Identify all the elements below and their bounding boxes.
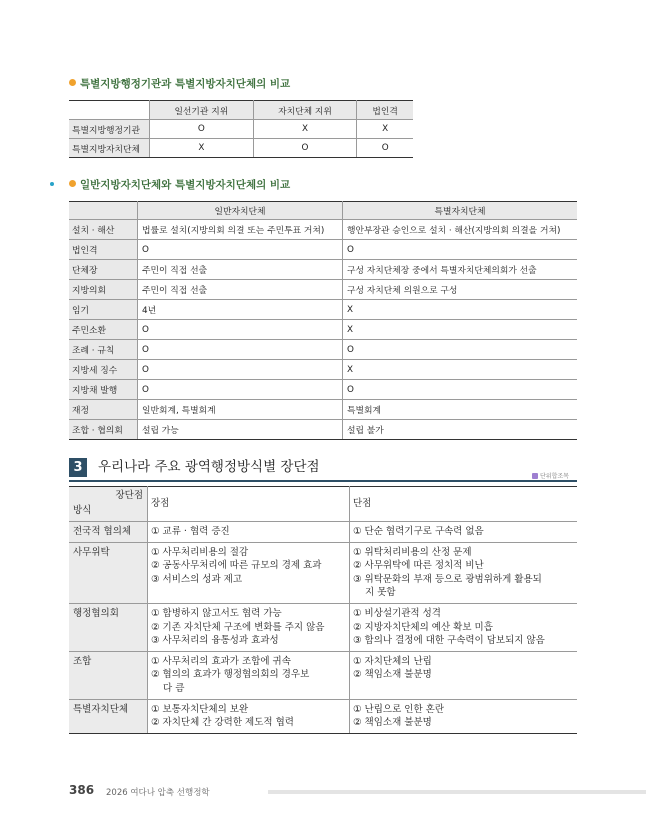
section-number: 3 xyxy=(69,458,87,477)
cons-line: ③ 합의나 결정에 대한 구속력이 담보되지 않음 xyxy=(353,635,545,647)
table-row xyxy=(69,139,413,158)
table-row xyxy=(69,120,413,139)
table-cell: O xyxy=(138,340,343,360)
table-cell: 일반회계, 특별회계 xyxy=(138,400,343,420)
cons-cell xyxy=(350,522,578,543)
row-header: 지방세 징수 xyxy=(69,360,138,380)
footer-title: 2026 여다나 압축 선행정학 xyxy=(106,788,210,798)
row-header: 주민소환 xyxy=(69,320,138,340)
table-cell: 구성 자치단체장 중에서 특별자치단체의회가 선출 xyxy=(343,260,578,280)
pros-line: ③ 사무처리의 융통성과 효과성 xyxy=(151,635,279,647)
row-header: 임기 xyxy=(69,300,138,320)
corner-cell xyxy=(69,101,150,120)
column-header: 법인격 xyxy=(357,101,413,120)
cons-cell xyxy=(350,699,578,733)
column-header-pros: 장점 xyxy=(148,487,350,522)
cons-line: 지 못함 xyxy=(365,587,396,599)
pros-line: ② 협의의 효과가 행정협의회의 경우보 xyxy=(151,669,310,681)
row-header: 지방채 발행 xyxy=(69,380,138,400)
table-row xyxy=(69,420,577,440)
section3-title: 우리나라 주요 광역행정방식별 장단점 xyxy=(98,459,320,475)
table-cell: X xyxy=(343,300,578,320)
table-cell: O xyxy=(138,360,343,380)
table-cell: X xyxy=(343,320,578,340)
column-header: 일선기관 지위 xyxy=(150,101,254,120)
section-badge: 단위합조목 xyxy=(532,471,569,480)
row-header: 조합 · 협의회 xyxy=(69,420,138,440)
row-header: 전국적 협의체 xyxy=(69,522,148,543)
table-cell: 특별회계 xyxy=(343,400,578,420)
table-row xyxy=(69,699,577,733)
table-cell: O xyxy=(253,139,357,158)
column-header-cons: 단점 xyxy=(350,487,578,522)
pros-line: 다 큼 xyxy=(163,682,185,694)
pros-line: ① 사무처리의 효과가 조합에 귀속 xyxy=(151,655,291,667)
pros-line: ① 사무처리비용의 절감 xyxy=(151,546,249,558)
table-row xyxy=(69,651,577,699)
table-cell: 4년 xyxy=(138,300,343,320)
table-row xyxy=(69,542,577,603)
table-row xyxy=(69,400,577,420)
row-header: 단체장 xyxy=(69,260,138,280)
table-row xyxy=(69,280,577,300)
margin-dot-icon xyxy=(50,182,54,186)
table-row xyxy=(69,360,577,380)
pros-cell xyxy=(148,603,350,651)
regional-administration-table xyxy=(69,486,577,734)
pros-line: ① 교류 · 협력 증진 xyxy=(151,526,230,537)
table-cell: O xyxy=(138,320,343,340)
table-row xyxy=(69,340,577,360)
table-row xyxy=(69,260,577,280)
bullet-icon xyxy=(69,180,76,187)
pros-cell xyxy=(148,542,350,603)
table-cell: 설립 가능 xyxy=(138,420,343,440)
cons-line: ① 비상설기관적 성격 xyxy=(353,607,441,619)
table-header-row xyxy=(69,487,577,522)
cons-line: ② 사무위탁에 따른 정치적 비난 xyxy=(353,560,484,572)
row-header: 법인격 xyxy=(69,240,138,260)
table-header-row xyxy=(69,202,577,220)
column-header: 일반자치단체 xyxy=(138,202,343,220)
pros-line: ① 합병하지 않고서도 협력 가능 xyxy=(151,607,282,619)
row-header: 지방의회 xyxy=(69,280,138,300)
pros-cell xyxy=(148,522,350,543)
section-rule xyxy=(69,480,577,482)
row-header: 조례 · 규칙 xyxy=(69,340,138,360)
table-row xyxy=(69,380,577,400)
pros-line: ② 자치단체 간 강력한 제도적 협력 xyxy=(151,717,294,729)
footer-rule xyxy=(268,790,646,794)
table-cell: 행안부장관 승인으로 설치 · 해산(지방의회 의결을 거쳐) xyxy=(343,220,578,240)
table-cell: X xyxy=(150,139,254,158)
table-row xyxy=(69,522,577,543)
pros-cell xyxy=(148,699,350,733)
table-cell: 주민이 직접 선출 xyxy=(138,260,343,280)
table-cell: X xyxy=(357,120,413,139)
table-cell: X xyxy=(343,360,578,380)
column-header: 자치단체 지위 xyxy=(253,101,357,120)
pros-line: ① 보통자치단체의 보완 xyxy=(151,703,249,715)
row-header: 설치 · 해산 xyxy=(69,220,138,240)
pros-line: ② 공동사무처리에 따른 규모의 경제 효과 xyxy=(151,560,322,572)
cons-line: ② 지방자치단체의 예산 확보 미흡 xyxy=(353,621,493,633)
diagonal-corner-cell xyxy=(69,487,148,522)
row-header: 조합 xyxy=(69,651,148,699)
cons-line: ② 책임소재 불분명 xyxy=(353,717,432,729)
table-header-row xyxy=(69,101,413,120)
page-number: 386 xyxy=(69,783,95,797)
cons-line: ② 책임소재 불분명 xyxy=(353,669,432,681)
table-cell: O xyxy=(343,340,578,360)
pros-line: ② 기존 자치단체 구조에 변화를 주지 않음 xyxy=(151,621,325,633)
bullet-icon xyxy=(69,79,76,86)
comparison-table-local-governments xyxy=(69,201,577,440)
table-cell: O xyxy=(138,240,343,260)
badge-icon xyxy=(532,473,538,479)
table-cell: O xyxy=(343,380,578,400)
row-header: 사무위탁 xyxy=(69,542,148,603)
table-cell: 설립 불가 xyxy=(343,420,578,440)
table-row xyxy=(69,240,577,260)
table-cell: O xyxy=(150,120,254,139)
cons-line: ① 위탁처리비용의 산정 문제 xyxy=(353,546,472,558)
section2-title: 일반지방자치단체와 특별지방자치단체의 비교 xyxy=(69,177,290,192)
table-cell: 구성 자치단체 의원으로 구성 xyxy=(343,280,578,300)
cons-cell xyxy=(350,651,578,699)
table-cell: O xyxy=(138,380,343,400)
section1-title: 특별지방행정기관과 특별지방자치단체의 비교 xyxy=(69,76,290,91)
cons-line: ① 자치단체의 난립 xyxy=(353,655,432,667)
corner-top-label: 장단점 xyxy=(115,490,143,501)
pros-line: ③ 서비스의 성과 제고 xyxy=(151,573,242,585)
cons-cell xyxy=(350,603,578,651)
table-cell: X xyxy=(253,120,357,139)
column-header: 특별자치단체 xyxy=(343,202,578,220)
table-row xyxy=(69,220,577,240)
corner-cell xyxy=(69,202,138,220)
table-cell: O xyxy=(357,139,413,158)
row-header: 특별지방자치단체 xyxy=(69,139,150,158)
table-row xyxy=(69,603,577,651)
cons-line: ① 난립으로 인한 혼란 xyxy=(353,703,444,715)
table-cell: O xyxy=(343,240,578,260)
row-header: 특별지방행정기관 xyxy=(69,120,150,139)
table-row xyxy=(69,320,577,340)
pros-cell xyxy=(148,651,350,699)
row-header: 행정협의회 xyxy=(69,603,148,651)
comparison-table-special-agencies xyxy=(69,100,413,158)
table-row xyxy=(69,300,577,320)
table-cell: 주민이 직접 선출 xyxy=(138,280,343,300)
corner-bottom-label: 방식 xyxy=(73,505,92,517)
cons-line: ③ 위탁문화의 부재 등으로 광범위하게 활용되 xyxy=(353,573,542,585)
row-header: 특별자치단체 xyxy=(69,699,148,733)
row-header: 재정 xyxy=(69,400,138,420)
cons-line: ① 단순 협력기구로 구속력 없음 xyxy=(353,526,484,537)
cons-cell xyxy=(350,542,578,603)
table-cell: 법률로 설치(지방의회 의결 또는 주민투표 거쳐) xyxy=(138,220,343,240)
